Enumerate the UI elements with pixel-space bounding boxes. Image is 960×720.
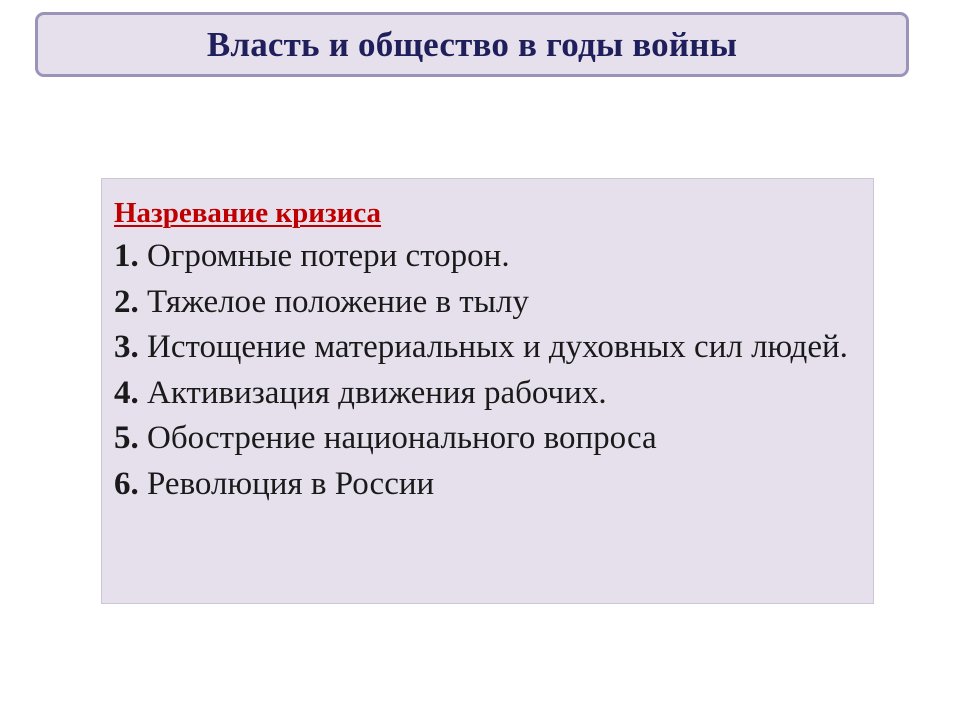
list-item xyxy=(114,371,861,417)
list-item-number: 4. xyxy=(114,374,139,411)
section-heading: Назревание кризиса xyxy=(114,197,382,229)
list-item-number: 6. xyxy=(114,465,139,502)
content-panel xyxy=(101,178,874,604)
list-item xyxy=(114,416,861,462)
list-item-text: Обострение национального вопроса xyxy=(138,420,657,456)
list-item-number: 3. xyxy=(114,329,139,365)
list-item-text: Истощение материальных и духовных сил людей. xyxy=(138,329,848,365)
title-banner xyxy=(35,12,909,77)
list-item-text: Тяжелое положение в тылу xyxy=(138,283,529,320)
list-item-text: Революция в России xyxy=(138,465,435,502)
list-item-number: 2. xyxy=(114,283,139,320)
list-item-text: Активизация движения рабочих. xyxy=(138,374,607,411)
list-item xyxy=(114,462,861,508)
list-item xyxy=(114,280,861,326)
list-item-number: 5. xyxy=(114,420,139,456)
slide-title: Власть и общество в годы войны xyxy=(206,24,738,64)
list-item xyxy=(114,234,861,280)
list-item-number: 1. xyxy=(114,238,139,274)
list-item-text: Огромные потери сторон. xyxy=(138,238,510,274)
list-item xyxy=(114,325,861,371)
